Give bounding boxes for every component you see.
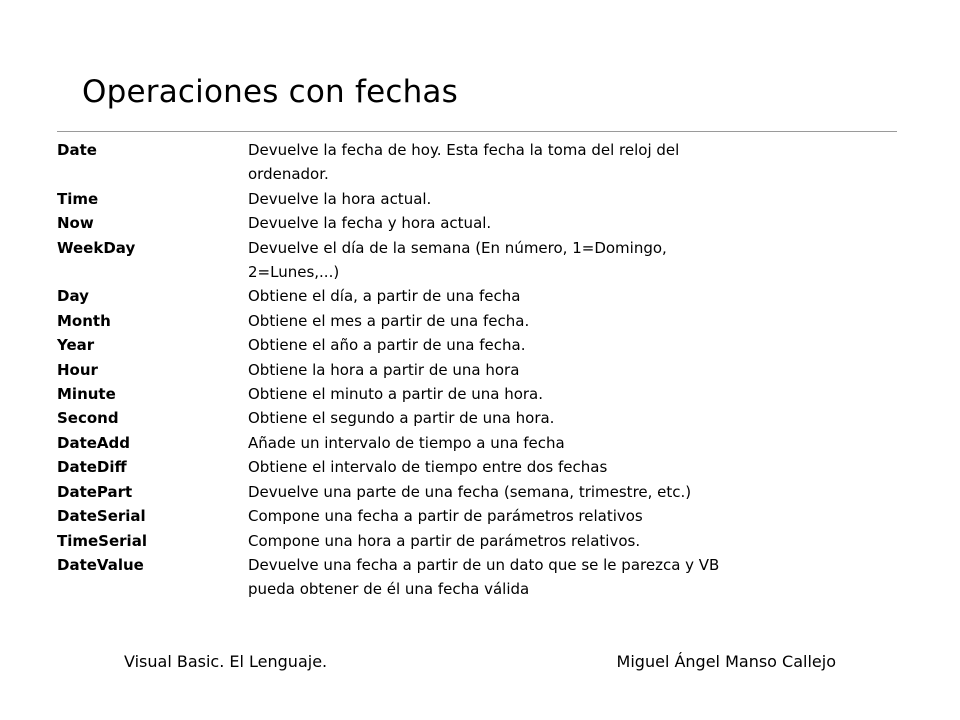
function-row <box>57 333 817 357</box>
function-description: Devuelve la fecha de hoy. Esta fecha la toma del reloj del ordenador. <box>248 141 680 184</box>
function-description: Devuelve la fecha y hora actual. <box>248 214 492 233</box>
function-name: Minute <box>57 385 116 404</box>
function-description: Obtiene el minuto a partir de una hora. <box>248 385 544 404</box>
function-name: DatePart <box>57 482 133 501</box>
function-description: Devuelve la hora actual. <box>248 189 432 208</box>
function-name: WeekDay <box>57 238 136 257</box>
function-name: Day <box>57 287 89 306</box>
function-name: DateDiff <box>57 458 127 477</box>
function-description: Obtiene el intervalo de tiempo entre dos fechas <box>248 458 608 477</box>
function-name: DateSerial <box>57 507 146 526</box>
function-row <box>57 480 817 504</box>
footer-course-title: Visual Basic. El Lenguaje. <box>124 652 328 671</box>
function-row <box>57 382 817 406</box>
function-description: Compone una hora a partir de parámetros relativos. <box>248 531 641 550</box>
function-name: Year <box>57 336 95 355</box>
function-row <box>57 529 817 553</box>
function-row <box>57 406 817 430</box>
function-name: DateAdd <box>57 433 131 452</box>
function-row <box>57 455 817 479</box>
function-row <box>57 236 817 285</box>
function-description: Añade un intervalo de tiempo a una fecha <box>248 433 565 452</box>
function-name: Second <box>57 409 119 428</box>
function-row <box>57 138 817 187</box>
function-row <box>57 211 817 235</box>
function-row <box>57 309 817 333</box>
function-name: Now <box>57 214 94 233</box>
footer-author: Miguel Ángel Manso Callejo <box>616 652 836 671</box>
function-description: Obtiene el año a partir de una fecha. <box>248 336 526 355</box>
function-row <box>57 284 817 308</box>
function-description: Obtiene la hora a partir de una hora <box>248 360 520 379</box>
function-name: Hour <box>57 360 98 379</box>
function-row <box>57 553 817 602</box>
function-description: Obtiene el día, a partir de una fecha <box>248 287 521 306</box>
function-description: Devuelve el día de la semana (En número, 1=Domingo, 2=Lunes,...) <box>248 238 667 282</box>
function-description: Obtiene el segundo a partir de una hora. <box>248 409 555 428</box>
function-row <box>57 187 817 211</box>
function-row <box>57 504 817 528</box>
slide-title: Operaciones con fechas <box>82 74 458 110</box>
function-name: Month <box>57 311 111 330</box>
function-name: DateValue <box>57 555 144 574</box>
function-row <box>57 431 817 455</box>
function-name: Date <box>57 141 97 159</box>
function-row <box>57 358 817 382</box>
function-name: TimeSerial <box>57 531 147 550</box>
function-description: Obtiene el mes a partir de una fecha. <box>248 311 530 330</box>
function-description: Compone una fecha a partir de parámetros relativos <box>248 507 643 526</box>
function-description: Devuelve una parte de una fecha (semana, trimestre, etc.) <box>248 482 692 501</box>
function-name: Time <box>57 189 99 208</box>
function-table <box>57 138 817 602</box>
function-description: Devuelve una fecha a partir de un dato que se le parezca y VB pueda obtener de él una fecha válida <box>248 555 720 599</box>
title-divider <box>57 131 897 132</box>
